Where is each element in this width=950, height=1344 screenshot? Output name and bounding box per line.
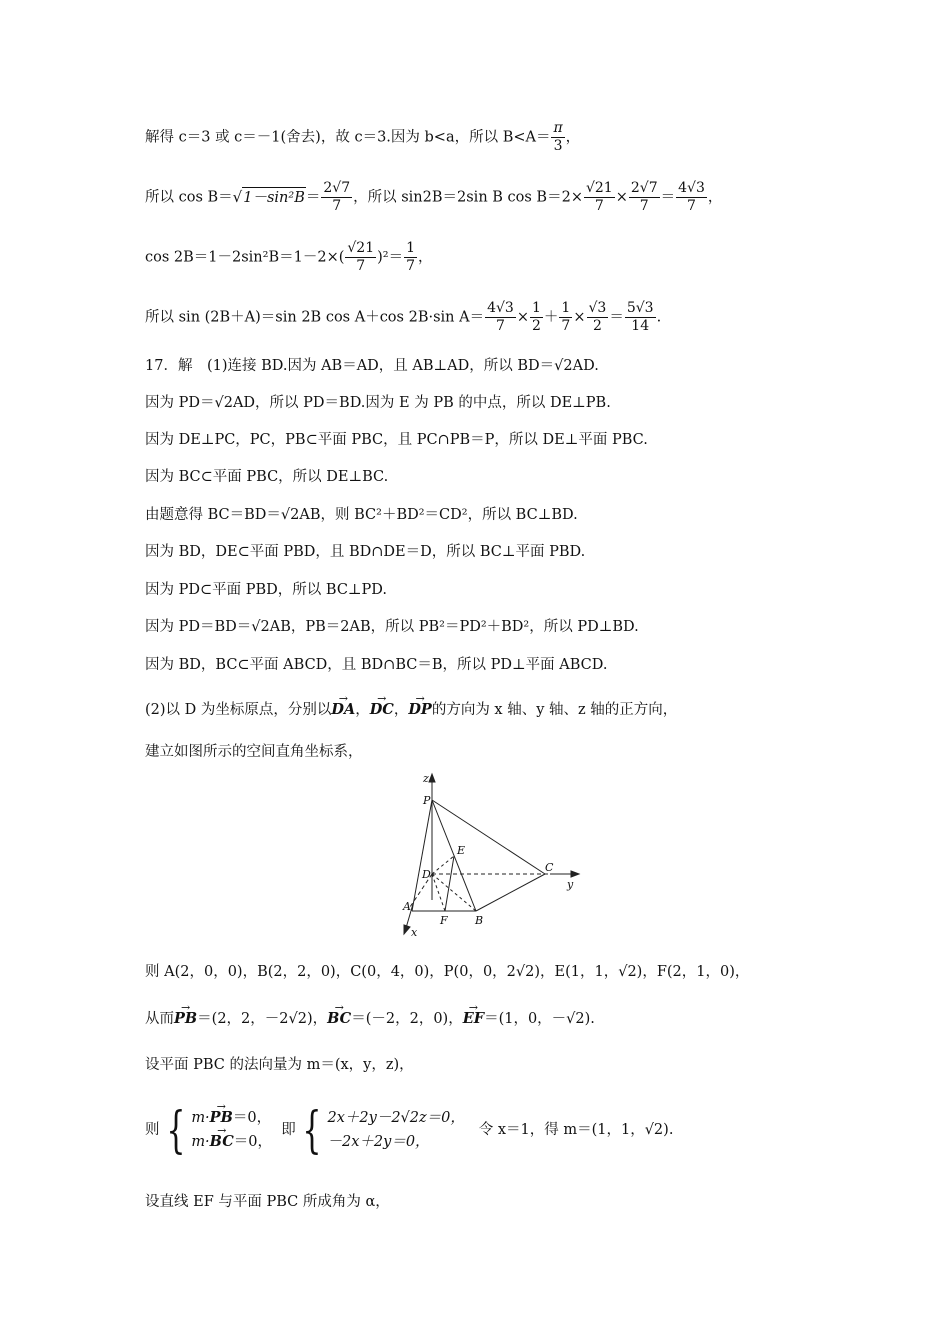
text-segment: ， [565,129,581,146]
fraction-denominator: 7 [594,198,604,214]
text-segment: (2)以 D 为坐标原点，分别以 [145,702,332,718]
label-C: C [545,861,554,874]
solution-line-3 [145,240,433,275]
vector: → PB [210,1106,233,1130]
solution-line-7: 因为 DE⊥PC，PC，PB⊂平面 PBC，且 PC∩PB＝P，所以 DE⊥平面 PBC. [145,432,648,448]
text-segment: 所以 cos B＝ [145,189,233,206]
label-P: P [423,794,431,807]
fraction [404,240,417,275]
text-segment: ， [355,702,370,718]
fraction [551,120,564,155]
fraction [530,300,543,335]
fraction-denominator: 2 [532,318,541,334]
system-row: －2x＋2y＝0， [327,1134,430,1150]
text-segment: 所以 sin (2B＋A)＝sin 2B cos A＋cos 2B·sin A＝ [145,309,485,326]
solution-line-14 [145,700,677,720]
z-axis-arrow [429,774,435,782]
fraction-numerator: 4√3 [487,300,514,316]
text-segment: ＝0， [233,1134,272,1150]
text-segment: m· [191,1134,210,1150]
label-D: D [422,868,431,881]
solution-line-5: 17．解 (1)连接 BD.因为 AB＝AD，且 AB⊥AD，所以 BD＝√2AD. [145,358,599,374]
solution-line-15: 建立如图所示的空间直角坐标系， [145,744,363,760]
text-segment: 令 x＝1，得 m＝(1，1，√2). [478,1122,674,1138]
edge-BC [476,874,545,911]
solution-line-6: 因为 PD＝√2AD，所以 PD＝BD.因为 E 为 PB 的中点，所以 DE⊥PB. [145,395,611,411]
text-segment: ， [418,249,433,266]
radicand: 1－sin²B [242,187,306,208]
left-brace: { [165,1101,185,1159]
vector: → DP [408,700,431,720]
solution-line-2 [145,180,722,215]
text-segment: ， [707,189,723,206]
solution-line-10: 因为 BD，DE⊂平面 PBD，且 BD∩DE＝D，所以 BC⊥平面 PBD. [145,544,586,560]
vector: → DA [331,700,355,720]
label-B: B [475,914,484,927]
text-segment: ＝(1，0，－√2). [484,1011,595,1027]
text-segment: × [516,309,529,326]
fraction-denominator: 7 [687,198,696,214]
fraction-denominator: 7 [356,258,366,274]
solution-line-11: 因为 PD⊂平面 PBD，所以 BC⊥PD. [145,582,388,598]
text-segment: cos 2B＝1－2sin²B＝1－2×( [145,249,345,266]
vector: → BC [327,1009,351,1029]
text-segment: ＝ [609,309,624,326]
fraction-denominator: 7 [561,318,571,334]
solution-line-1 [145,120,580,155]
equation-system-1 [191,1106,272,1154]
text-segment: ＝(2，2，－2√2)， [197,1011,328,1027]
fraction-denominator: 7 [406,258,416,274]
solution-line-13: 因为 BD，BC⊂平面 ABCD，且 BD∩BC＝B，所以 PD⊥平面 ABCD. [145,657,608,673]
solution-line-20: 设直线 EF 与平面 PBC 所成角为 α， [145,1194,390,1210]
vector: → EF [463,1009,484,1029]
fraction-numerator: 4√3 [678,180,705,196]
fraction-denominator: 3 [553,138,563,154]
label-E: E [457,844,466,857]
fraction-numerator: √21 [347,240,375,256]
fraction-numerator: 5√3 [626,300,654,316]
text-segment: 则 [145,1122,160,1138]
vector: → DC [370,700,394,720]
fraction-numerator: 1 [561,300,571,316]
text-segment: × [573,309,586,326]
fraction-numerator: 1 [406,240,416,256]
text-segment: ＝(－2，2，0)， [351,1011,463,1027]
fraction-numerator: π [553,120,563,136]
vector: → PB [174,1009,197,1029]
text-segment: ＝ [305,189,321,206]
fraction-denominator: 7 [332,198,342,214]
fraction-denominator: 7 [639,198,649,214]
edge-EF [445,856,454,911]
solution-line-12: 因为 PD＝BD＝√2AB，PB＝2AB，所以 PB²＝PD²＋BD²，所以 PD⊥BD. [145,619,639,635]
text-segment: ＝0， [232,1110,272,1126]
text-segment: 的方向为 x 轴、y 轴、z 轴的正方向， [431,702,678,718]
solution-line-8: 因为 BC⊂平面 PBC，所以 DE⊥BC. [145,469,389,485]
text-segment: ，所以 sin2B＝2sin B cos B＝2× [353,189,583,206]
edge-PB [432,800,476,911]
solution-line-16: 则 A(2，0，0)，B(2，2，0)，C(0，4，0)，P(0，0，2√2)，E(1，1，√2)，F(2，1，0)， [145,964,750,980]
text-segment: ＋ [543,309,559,326]
edge-PC [432,800,545,874]
label-x: x [411,926,418,939]
text-segment: m· [191,1110,210,1126]
text-segment: )²＝ [377,249,404,266]
label-z: z [423,772,429,785]
fraction [629,180,660,215]
edge-DE [432,856,454,874]
solution-line-4 [145,300,661,335]
fraction-numerator: 1 [532,300,541,316]
coordinate-figure [395,770,585,940]
fraction-denominator: 14 [631,318,650,334]
text-segment: 解得 c＝3 或 c＝－1(舍去)，故 c＝3.因为 b<a，所以 B<A＝ [145,129,551,146]
x-axis-arrow [404,925,410,934]
solution-line-17 [145,1009,595,1029]
square-root: √ 1－sin²B [232,187,305,206]
text-segment: 从而 [145,1011,174,1027]
label-A: A [403,900,411,913]
text-segment: ＝ [660,189,676,206]
vector: → BC [210,1130,234,1154]
label-y: y [567,878,574,891]
fraction [587,300,609,335]
fraction-numerator: √3 [588,300,607,316]
system-row: 2x＋2y－2√2z＝0， [327,1110,465,1126]
fraction [625,300,656,335]
fraction [321,180,352,215]
left-brace: { [302,1101,322,1159]
equation-system-2 [328,1106,465,1154]
fraction-numerator: √21 [585,180,613,196]
text-segment: ， [393,702,409,718]
system-row [191,1130,272,1154]
fraction [485,300,516,335]
fraction [559,300,572,335]
text-segment: 即 [281,1122,296,1138]
fraction [345,240,376,275]
fraction-denominator: 7 [496,318,505,334]
edge-PA [412,800,432,911]
fraction-numerator: 2√7 [323,180,351,196]
fraction-denominator: 2 [592,318,602,334]
text-segment: . [656,309,662,326]
fraction [676,180,707,215]
solution-line-9: 由题意得 BC＝BD＝√2AB，则 BC²＋BD²＝CD²，所以 BC⊥BD. [145,507,578,523]
y-axis-arrow [571,871,579,877]
label-F: F [440,914,448,927]
text-segment: × [615,189,628,206]
fraction [584,180,615,215]
fraction-numerator: 2√7 [630,180,658,196]
solution-line-18: 设平面 PBC 的法向量为 m＝(x，y，z)， [145,1057,414,1073]
solution-line-19 [145,1100,673,1164]
